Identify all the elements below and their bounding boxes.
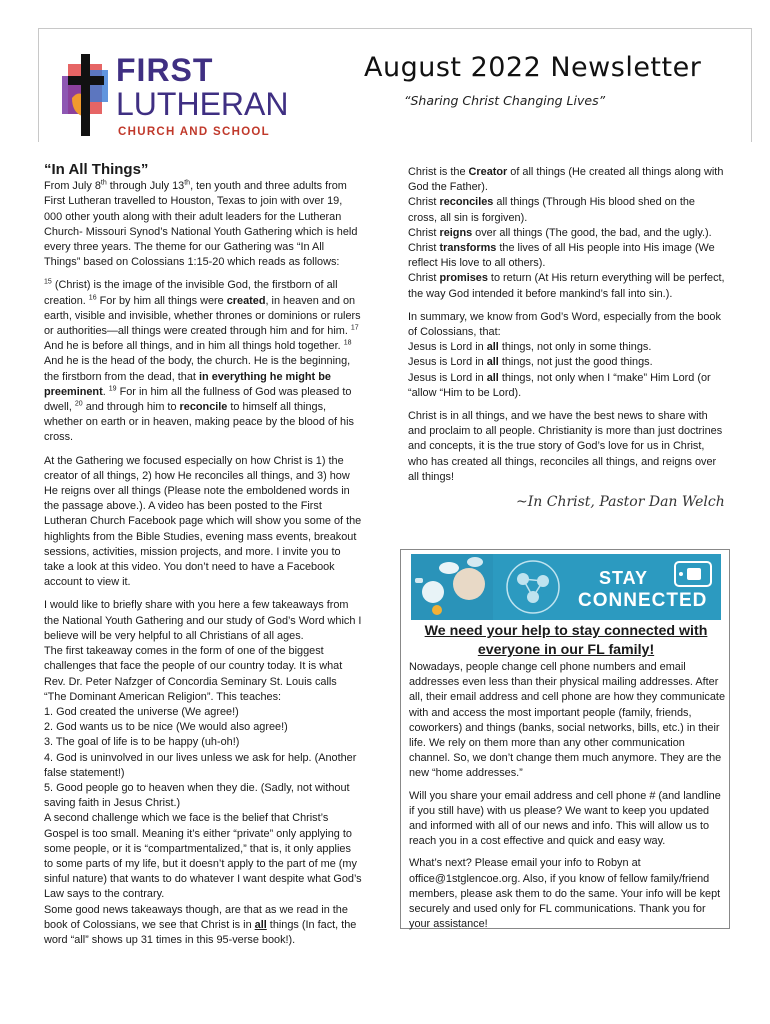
gathering-paragraph: At the Gathering we focused especially on how Christ is 1) the creator of all things, 2) how He reconciles all things, and 3) how He reigns over all things (Please note the emboldened words in the passage above.). A video has been posted to the First Lutheran Church Facebook page which will show you some of the highlights from the Bible Studies, evening mass events, breakout sessions, activities, mission projects, and more. I invite you to take a look at this video. You don’t need to have a Facebook account to view it. <box>44 454 362 589</box>
logo-word-lutheran: LUTHERAN <box>116 86 289 122</box>
newsletter-title: August 2022 Newsletter <box>364 52 702 83</box>
phone-icon <box>673 560 713 588</box>
takeaways-paragraph: I would like to briefly share with you here a few takeaways from the National Youth Gathering and our study of God’s Word which I believe will be very helpful to all Christians of all ages. The first takeaway comes in the form of one of the biggest challenges that face the people of our country today. It is what Rev. Dr. Peter Nafzger of Concordia Seminary St. Louis calls “The Dominant American Religion”. This teaches: 1. God created the universe (We agree!) 2. God wants us to be nice (We would also agree!) 3. The goal of life is to be happy (uh-oh!) 4. God is uninvolved in our lives unless we ask for help. (Another false statement!) 5. Good people go to heaven when they die. (Sadly, not without saving faith in Jesus Christ.) A second challenge which we face is the belief that Christ’s Gospel is too small. Meaning it’s either “private” only applying to some people, or it is “compartmentalized,” that is, it only applies to some parts of my life, but it doesn’t apply to the part of me (my sinful nature) that wants to do whatever I want despite what God’s Law says to the contrary. Some good news takeaways though, are that as we read in the book of Colossians, we see that Christ is in all things (In fact, the word “all” shows up 31 times in this 95-verse book!). <box>44 599 362 946</box>
callout-body <box>409 660 727 939</box>
right-column <box>408 165 726 493</box>
callout-title: We need your help to stay connected with everyone in our FL family! <box>424 623 708 658</box>
stay-connected-banner <box>411 554 721 620</box>
stay-connected-box <box>400 549 730 929</box>
cross-flame-icon <box>58 50 114 142</box>
christ-attributes-list: Christ is the Creator of all things (He created all things along with God the Father). Christ reconciles all things (Through His blood shed on the cross, all sin is forgiven). Christ reigns over all things (The good, the bad, and the ugly.). Christ transforms the lives of all His people into His image (We reflect His love to all others). Christ promises to return (At His return everything will be perfect, the way God intended it before mankind’s fall into sin.). <box>408 166 725 300</box>
pastor-signature: ~In Christ, Pastor Dan Welch <box>516 494 725 510</box>
social-network-icon <box>503 557 563 617</box>
logo-word-first: FIRST <box>116 52 214 88</box>
banner-stay-text: STAY <box>599 568 649 588</box>
chat-bubbles-icon <box>411 554 493 620</box>
left-column <box>44 162 362 956</box>
church-logo <box>58 50 288 142</box>
banner-bubbles-panel <box>411 554 493 620</box>
closing-paragraph: Christ is in all things, and we have the best news to share with and proclaim to all people. Christianity is more than just doctrines and concepts, it is the true story of God’s love for us in Christ, who has created all things, reconciles all things, and reigns over all things! <box>408 410 723 483</box>
banner-connected-text: CONNECTED <box>578 590 708 611</box>
callout-paragraph-2: Will you share your email address and cell phone # (and landline if you still have) with us please? We want to keep you updated and informed with all of our news and info. This will allow us to reach you in a cost effective and quick and easy way. <box>409 789 721 848</box>
summary-paragraph: In summary, we know from God’s Word, especially from the book of Colossians, that: Jesus is Lord in all things, not only in some things. Jesus is Lord in all things, not just the good things. Jesus is Lord in all things, not only when I “make” Him Lord (or “allow “Him to be Lord). <box>408 310 721 399</box>
newsletter-tagline: “Sharing Christ Changing Lives” <box>404 93 606 108</box>
article-title: “In All Things” <box>44 161 149 178</box>
scripture-passage: $^{15}$ (Christ) is the image of the invisible God, the firstborn of all creation. $^{16}$ For by him all things were created, in heaven and on earth, visible and invisible, whether thrones or dominions or rulers or authorities—all things were created through him and for him. $^{17}$ And he is before all things, and in him all things hold together. $^{18}$ And he is the head of the body, the church. He is the beginning, the firstborn from the dead, that in everything he might be preeminent. $^{19}$ For in him all the fullness of God was pleased to dwell, $^{20}$ and through him to reconcile to himself all things, whether on earth or in heaven, making peace by the blood of his cross. <box>44 278 361 444</box>
intro-paragraph: From July 8th through July 13th, ten youth and three adults from First Lutheran travelled to Houston, Texas to join with over 19, 000 other youth along with their adult leaders for the Lutheran Church- Missouri Synod’s National Youth Gathering which is held every three years. The theme for our Gathering was “In All Things” based on Colossians 1:15-20 which reads as follows: <box>44 179 358 269</box>
logo-word-church-and-school: CHURCH AND SCHOOL <box>118 126 271 138</box>
callout-paragraph-3: What’s next? Please email your info to Robyn at office@1stglencoe.org. Also, if you know of fellow family/friend members, please ask them to do the same. Your info will be kept securely and used only for FL communications. Thank you for your assistance! <box>409 857 721 931</box>
callout-paragraph-1: Nowadays, people change cell phone numbers and email addresses even less than their physical mailing addresses. After all, their email address and cell phone are how they communicate with and access the most important people (family, friends, coworkers) and things (banks, social networks, bills, etc.) in their life. We rely on them more than any other communication channel. So, we don’t change them much anymore. They are the new “home addresses.” <box>409 661 725 780</box>
